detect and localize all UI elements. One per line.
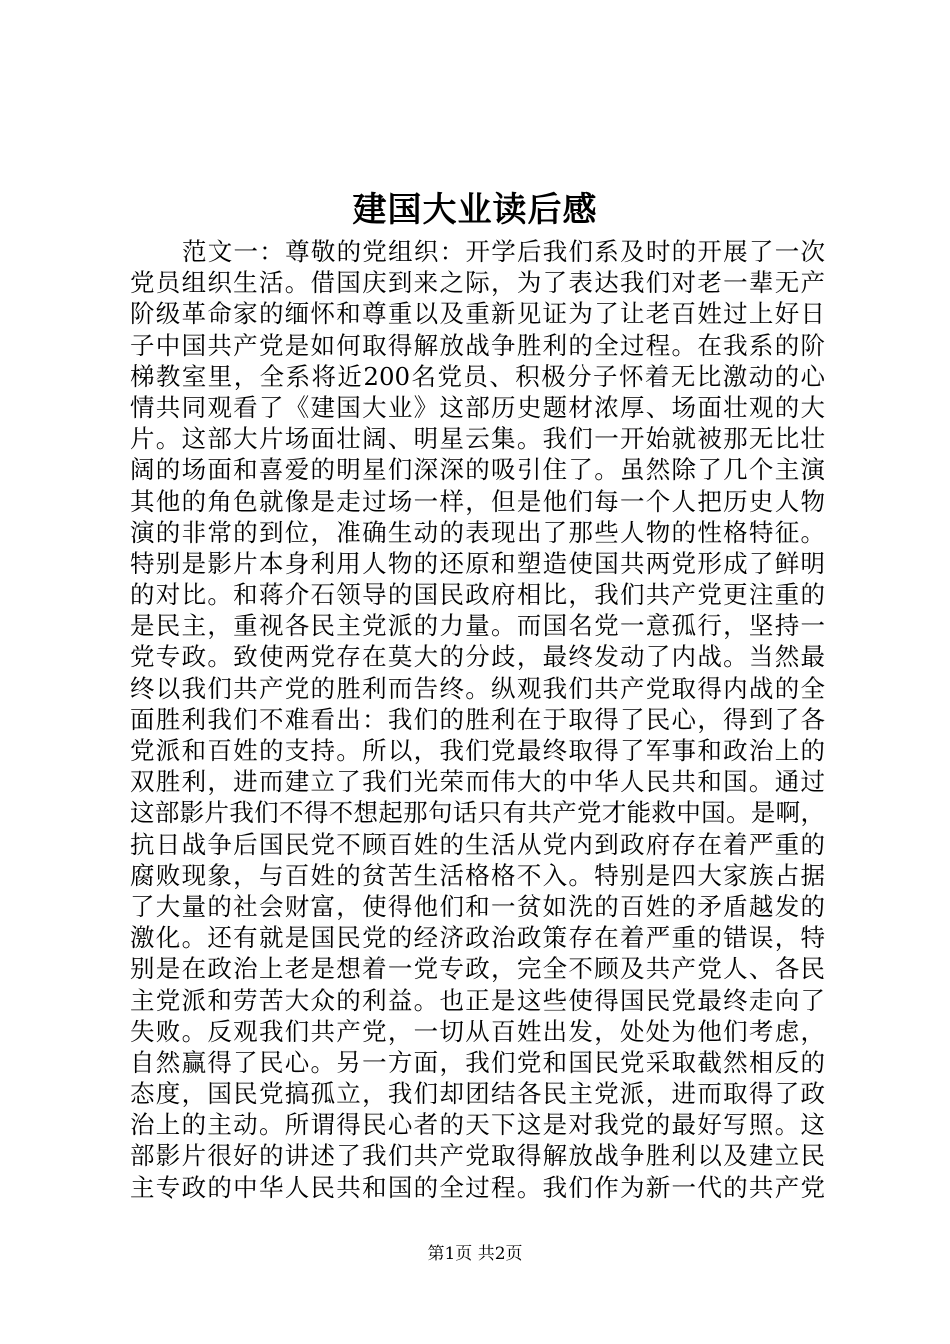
body-line: 党员组织生活。借国庆到来之际，为了表达我们对老一辈无产 [130,268,825,298]
body-line: 治上的主动。所谓得民心者的天下这是对我党的最好写照。这 [130,1110,825,1140]
body-line: 子中国共产党是如何取得解放战争胜利的全过程。在我系的阶 [130,330,825,360]
page-footer: 第1页 共2页 [427,1244,523,1264]
body-line: 激化。还有就是国民党的经济政治政策存在着严重的错误，特 [130,923,825,953]
body-line: 其他的角色就像是走过场一样，但是他们每一个人把历史人物 [130,486,825,516]
body-line: 终以我们共产党的胜利而告终。纵观我们共产党取得内战的全 [130,673,825,703]
body-line: 特别是影片本身利用人物的还原和塑造使国共两党形成了鲜明 [130,548,825,578]
body-line: 部影片很好的讲述了我们共产党取得解放战争胜利以及建立民 [130,1141,825,1171]
body-line: 这部影片我们不得不想起那句话只有共产党才能救中国。是啊， [130,798,825,828]
body-line: 阔的场面和喜爱的明星们深深的吸引住了。虽然除了几个主演 [130,455,825,485]
body-line: 主专政的中华人民共和国的全过程。我们作为新一代的共产党 [130,1172,825,1202]
body-line: 双胜利，进而建立了我们光荣而伟大的中华人民共和国。通过 [130,767,825,797]
body-line: 情共同观看了《建国大业》这部历史题材浓厚、场面壮观的大 [130,392,825,422]
body-line: 的对比。和蒋介石领导的国民政府相比，我们共产党更注重的 [130,580,825,610]
body-line: 阶级革命家的缅怀和尊重以及重新见证为了让老百姓过上好日 [130,299,825,329]
document-body [130,236,825,1203]
body-line: 党派和百姓的支持。所以，我们党最终取得了军事和政治上的 [130,736,825,765]
body-line: 面胜利我们不难看出：我们的胜利在于取得了民心，得到了各 [130,704,825,734]
document-title: 建国大业读后感 [352,190,598,230]
body-line: 梯教室里，全系将近200名党员、积极分子怀着无比激动的心 [130,361,825,391]
body-line: 是民主，重视各民主党派的力量。而国名党一意孤行，坚持一 [130,611,825,641]
body-line: 腐败现象，与百姓的贫苦生活格格不入。特别是四大家族占据 [130,860,825,890]
body-line: 自然赢得了民心。另一方面，我们党和国民党采取截然相反的 [130,1047,825,1077]
body-line: 片。这部大片场面壮阔、明星云集。我们一开始就被那无比壮 [130,424,825,454]
body-line: 态度，国民党搞孤立，我们却团结各民主党派，进而取得了政 [130,1079,825,1109]
body-line: 主党派和劳苦大众的利益。也正是这些使得国民党最终走向了 [130,985,825,1015]
body-line: 党专政。致使两党存在莫大的分歧，最终发动了内战。当然最 [130,642,825,672]
body-line: 演的非常的到位，准确生动的表现出了那些人物的性格特征。 [130,517,825,547]
body-line: 范文一：尊敬的党组织：开学后我们系及时的开展了一次 [182,237,825,266]
body-line: 了大量的社会财富，使得他们和一贫如洗的百姓的矛盾越发的 [130,891,825,921]
body-line: 抗日战争后国民党不顾百姓的生活从党内到政府存在着严重的 [130,829,825,859]
body-line: 失败。反观我们共产党，一切从百姓出发，处处为他们考虑， [130,1016,825,1046]
body-line: 别是在政治上老是想着一党专政，完全不顾及共产党人、各民 [130,954,825,984]
